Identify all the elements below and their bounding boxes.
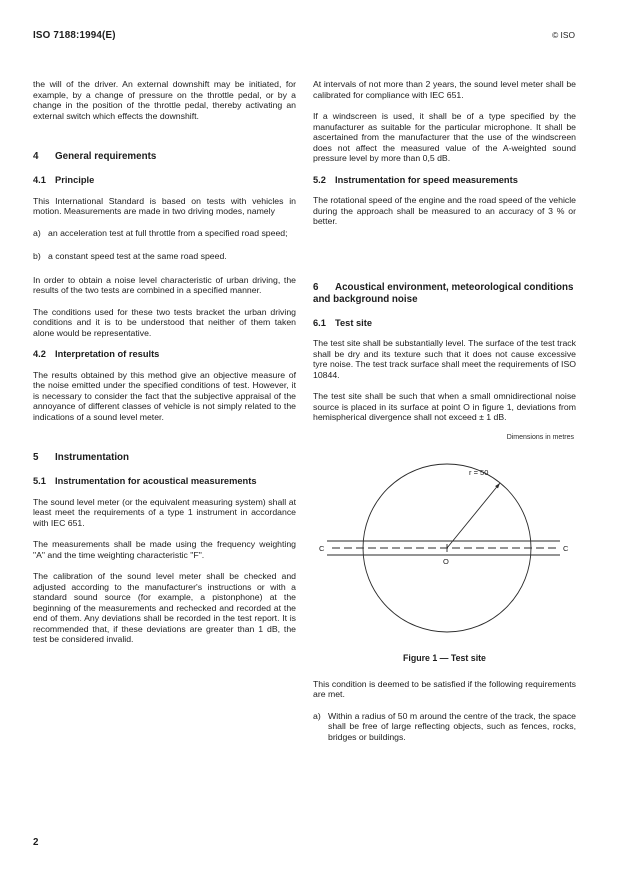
copyright-notice: © ISO (552, 30, 575, 40)
section-4-heading (33, 151, 296, 163)
list-marker: b) (33, 251, 41, 261)
paragraph-bracket: The conditions used for these two tests bracket the urban driving conditions and it is to be understood that neither of them taken alone would be representative. (33, 306, 296, 338)
figure-dimension-note: Dimensions in metres (506, 433, 574, 441)
paragraph-interpretation: The results obtained by this method give an objective measure of the noise emitted under the specified conditions of test. However, it is necessary to consider the fact that the subjective appraisal of the annoyance of different classes of vehicle is not simply related to the indications of a sound level meter. (33, 369, 296, 422)
test-site-diagram (319, 451, 570, 641)
radius-line (447, 483, 500, 548)
paragraph-condition: This condition is deemed to be satisfied if the following requirements are met. (313, 678, 576, 699)
section-number: 4.1 (33, 175, 46, 185)
left-column (33, 79, 296, 755)
section-title: Instrumentation for speed measurements (335, 174, 518, 185)
paragraph-sound-level-meter: The sound level meter (or the equivalent measuring system) shall at least meet the requirements of a type 1 instrument in accordance with IEC 651. (33, 496, 296, 528)
section-5-2-heading (313, 175, 576, 187)
section-number: 6 (313, 281, 319, 293)
list-marker: a) (313, 710, 321, 721)
radius-label: r = 50 (469, 467, 489, 477)
list-text: Within a radius of 50 m around the centre of the track, the space shall be free of large reflecting objects, such as fences, rocks, bridges or buildings. (328, 710, 576, 742)
figure-caption: Figure 1 — Test site (403, 652, 486, 663)
section-title: General requirements (55, 151, 157, 162)
section-title: Test site (335, 317, 373, 328)
section-6-heading (313, 282, 576, 306)
section-4-1-heading (33, 175, 296, 187)
section-title: Principle (55, 175, 95, 185)
section-6-1-heading (313, 318, 576, 330)
section-title: Instrumentation for acoustical measurements (55, 476, 257, 486)
paragraph-intervals: At intervals of not more than 2 years, the sound level meter shall be calibrated for compliance with IEC 651. (313, 79, 576, 100)
paragraph-combined: In order to obtain a noise level characteristic of urban driving, the results of the two tests are combined in a specified manner. (33, 274, 296, 295)
list-item-b (33, 251, 296, 262)
section-number: 4 (33, 151, 39, 162)
list-marker: a) (33, 227, 41, 238)
right-column (313, 79, 576, 755)
page-number: 2 (33, 837, 39, 848)
section-number: 4.2 (33, 349, 46, 359)
list-text: a constant speed test at the same road speed. (48, 251, 227, 261)
origin-label: O (443, 556, 449, 566)
page-header (33, 30, 575, 41)
section-number: 5 (33, 452, 39, 463)
section-title: Acoustical environment, meteorological conditions and background noise (313, 281, 574, 305)
paragraph-calibration: The calibration of the sound level meter shall be checked and adjusted according to the manufacturer's instructions or with a standard sound source (for example, a pistonphone) at the beginning of the measurements and rechecked and recorded at the end of them. Any deviations shall be recorded in the test report. It is recommended that, if these deviations are greater than 1 dB, the test be considered invalid. (33, 571, 296, 644)
section-title: Instrumentation (55, 452, 130, 463)
driving-modes-list (33, 228, 296, 262)
paragraph-speed: The rotational speed of the engine and the road speed of the vehicle during the approach shall be measured to an accuracy of 3 % or better. (313, 195, 576, 226)
list-text: an acceleration test at full throttle from a specified road speed; (48, 227, 288, 238)
doc-reference: ISO 7188:1994(E) (33, 30, 116, 41)
list-item-a-requirements (313, 711, 576, 743)
section-number: 5.1 (33, 476, 46, 486)
paragraph-weighting: The measurements shall be made using the frequency weighting "A" and the time weighting characteristic "F". (33, 539, 296, 560)
paragraph-principle: This International Standard is based on tests with vehicles in motion. Measurements are made in two driving modes, namely (33, 195, 296, 216)
figure-1 (313, 434, 576, 663)
paragraph-test-site-2: The test site shall be such that when a small omnidirectional noise source is placed in its surface at point O in figure 1, deviations from hemispherical divergence shall not exceed ± 1 dB. (313, 391, 576, 422)
list-item-a (33, 228, 296, 239)
section-number: 6.1 (313, 317, 326, 328)
centreline-label-right: C (563, 543, 569, 553)
paragraph-test-site-1: The test site shall be substantially level. The surface of the test track shall be dry and its texture such that it does not cause excessive tyre noise. The test track surface shall meet the requirements of ISO 10844. (313, 338, 576, 380)
section-5-heading (33, 452, 296, 464)
two-column-body (33, 79, 575, 755)
centreline-label-left: C (319, 543, 325, 553)
paragraph-downshift: the will of the driver. An external downshift may be initiated, for example, by a change of pressure on the throttle pedal, or by a change in the position of the throttle pedal, thereby activating an external switch which effects the downshift. (33, 79, 296, 121)
paragraph-windscreen: If a windscreen is used, it shall be of a type specified by the manufacturer as suitable for the particular microphone. It shall be ascertained from the manufacturer that the use of the windscreen does not affect the measured value of the A-weighted sound pressure level by more than 0,5 dB. (313, 111, 576, 163)
section-number: 5.2 (313, 174, 326, 185)
section-title: Interpretation of results (55, 349, 160, 359)
section-5-1-heading (33, 476, 296, 488)
section-4-2-heading (33, 349, 296, 361)
